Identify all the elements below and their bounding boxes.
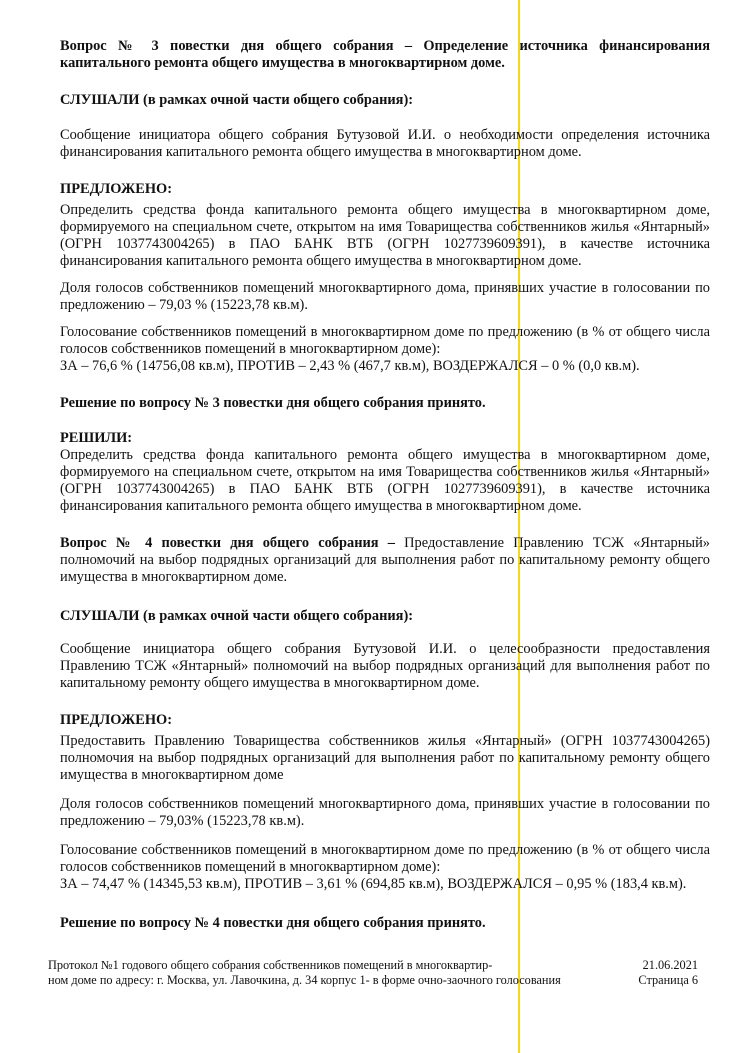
q4-voting-intro: Голосование собственников помещений в многоквартирном доме по предложению (в % от общего числа голосов собственников помещений в многоквартирном доме): xyxy=(60,842,710,875)
q4-proposal: Предоставить Правлению Товарищества собственников жилья «Янтарный» (ОГРН 1037743004265) полномочия на выбор подрядных организаций для выполнения работ по капитальному ремонту общего имущества в многоквартирном доме xyxy=(60,733,710,783)
q4-voting-result: ЗА – 74,47 % (14345,53 кв.м), ПРОТИВ – 3,61 % (694,85 кв.м), ВОЗДЕРЖАЛСЯ – 0,95 % (183,4 кв.м). xyxy=(60,876,687,892)
q4-heading-rest: Предоставление Правлению ТСЖ «Янтарный» полномочий на выбор подрядных организаций для выполнения работ по капитальному ремонту общего имущества в многоквартирном доме. xyxy=(60,535,710,585)
q4-heading-bold: Вопрос № 4 повестки дня общего собрания – xyxy=(60,535,395,551)
q3-decided-text: Определить средства фонда капитального ремонта общего имущества в многоквартирном доме, формируемого на специальном счете, открытом на имя Товарищества собственников жилья «Янтарный» (ОГРН 1037743004265) в ПАО БАНК ВТБ (ОГРН 1027739609391), в качестве источника финансирования капитального ремонта общего имущества в многоквартирном доме. xyxy=(60,447,710,514)
q3-voting-result: ЗА – 76,6 % (14756,08 кв.м), ПРОТИВ – 2,43 % (467,7 кв.м), ВОЗДЕРЖАЛСЯ – 0 % (0,0 кв.м). xyxy=(60,358,640,374)
footer-meta xyxy=(638,958,698,988)
q3-proposed-heading: ПРЕДЛОЖЕНО: xyxy=(60,181,173,197)
q4-share: Доля голосов собственников помещений многоквартирного дома, принявших участие в голосовании по предложению – 79,03% (15223,78 кв.м). xyxy=(60,796,710,829)
q4-proposed-heading: ПРЕДЛОЖЕНО: xyxy=(60,712,173,728)
q3-heading: Вопрос № 3 повестки дня общего собрания – Определение источника финансирования капитального ремонта общего имущества в многоквартирном доме. xyxy=(60,38,710,71)
footer-line-1: Протокол №1 годового общего собрания собственников помещений в многоквартир- xyxy=(48,958,493,972)
q3-listened-heading: СЛУШАЛИ (в рамках очной части общего собрания): xyxy=(60,92,414,108)
q4-heading xyxy=(60,535,710,586)
q4-listened-heading: СЛУШАЛИ (в рамках очной части общего собрания): xyxy=(60,608,414,624)
q3-message: Сообщение инициатора общего собрания Бутузовой И.И. о необходимости определения источника финансирования капитального ремонта общего имущества в многоквартирном доме. xyxy=(60,127,710,160)
q3-decision: Решение по вопросу № 3 повестки дня общего собрания принято. xyxy=(60,395,486,411)
document-body xyxy=(60,38,710,932)
q3-decided-heading: РЕШИЛИ: xyxy=(60,430,133,446)
q3-voting-intro: Голосование собственников помещений в многоквартирном доме по предложению (в % от общего числа голосов собственников помещений в многоквартирном доме): xyxy=(60,324,710,357)
footer-page-number: Страница 6 xyxy=(638,973,698,987)
q4-decision: Решение по вопросу № 4 повестки дня общего собрания принято. xyxy=(60,915,486,931)
footer-date: 21.06.2021 xyxy=(642,958,698,972)
q3-share: Доля голосов собственников помещений многоквартирного дома, принявших участие в голосовании по предложению – 79,03 % (15223,78 кв.м). xyxy=(60,280,710,313)
q4-message: Сообщение инициатора общего собрания Бутузовой И.И. о целесообразности предоставления Правлению ТСЖ «Янтарный» полномочий на выбор подрядных организаций для выполнения работ по капитальному ремонту общего имущества в многоквартирном доме. xyxy=(60,641,710,691)
footer-line-2: ном доме по адресу: г. Москва, ул. Лавочкина, д. 34 корпус 1- в форме очно-заочного голосования xyxy=(48,973,561,987)
q3-proposal: Определить средства фонда капитального ремонта общего имущества в многоквартирном доме, формируемого на специальном счете, открытом на имя Товарищества собственников жилья «Янтарный» (ОГРН 1037743004265) в ПАО БАНК ВТБ (ОГРН 1027739609391), в качестве источника финансирования капитального ремонта общего имущества в многоквартирном доме. xyxy=(60,202,710,269)
footer-protocol-note xyxy=(48,958,568,988)
